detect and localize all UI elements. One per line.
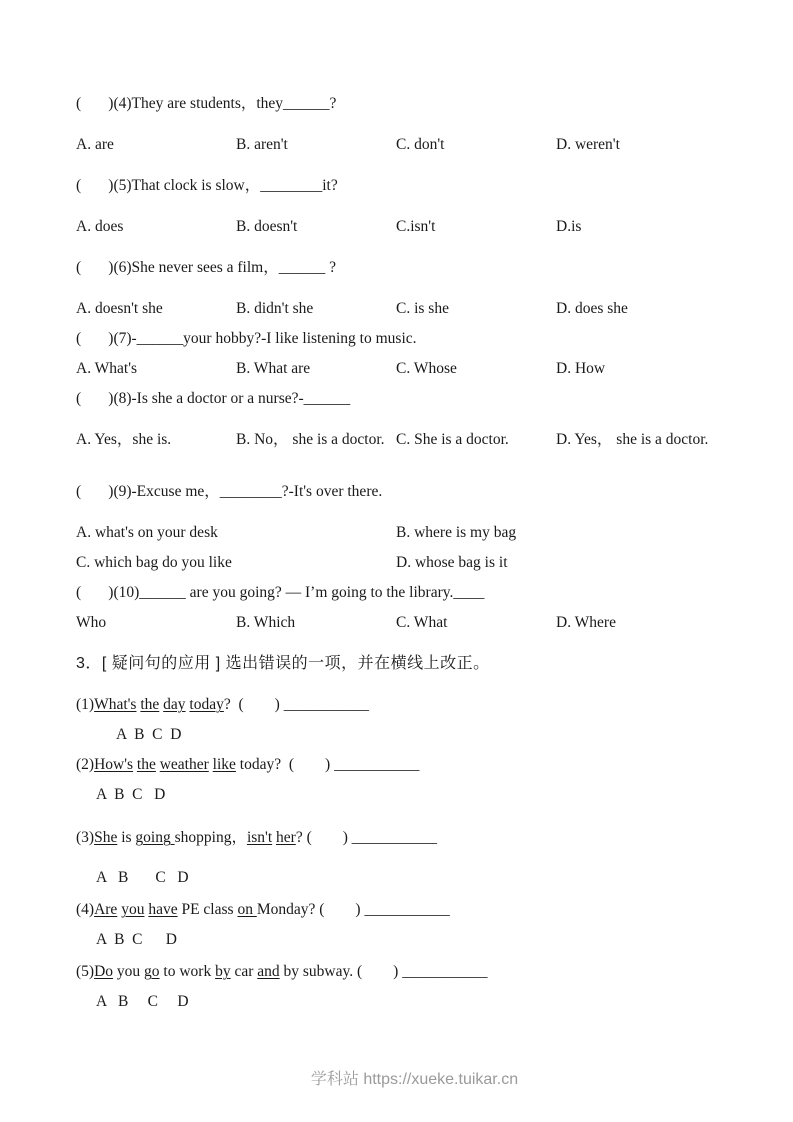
correction-item-5-sentence — [76, 957, 753, 987]
option-d: D. Yes， she is a doctor. — [556, 431, 709, 448]
underlined-word: have — [148, 901, 178, 918]
option-b: B. No， she is a doctor. — [236, 431, 385, 448]
question-options-10 — [76, 608, 753, 638]
section-title: 3．[ 疑问句的应用 ] 选出错误的一项，并在横线上改正。 — [76, 655, 490, 672]
question-stem-8: ( )(8)-Is she a doctor or a nurse?-______ — [76, 390, 351, 407]
text-segment: by subway. ( ) — [279, 963, 403, 980]
underlined-word: isn't — [246, 829, 273, 846]
correction-item-2-choices: A B C D — [96, 786, 166, 803]
option-d: D. How — [556, 360, 606, 377]
text-segment: shopping， — [174, 829, 247, 846]
option-d: D. whose bag is it — [396, 554, 508, 571]
question-options-9-row1 — [76, 518, 753, 548]
text-segment: (1) — [76, 696, 95, 713]
option-b: B. aren't — [236, 136, 288, 153]
underlined-word: day — [163, 696, 186, 713]
question-options-7 — [76, 354, 753, 384]
underlined-word: you — [121, 901, 145, 918]
text-segment: is — [117, 829, 136, 846]
option-b: B. didn't she — [236, 300, 314, 317]
option-c: C. is she — [396, 300, 449, 317]
correction-item-3-sentence — [76, 823, 753, 853]
underlined-word: Do — [94, 963, 114, 980]
underlined-word: going — [135, 829, 175, 846]
text-segment: car — [230, 963, 258, 980]
option-b: B. where is my bag — [396, 524, 517, 541]
text-segment: today? ( ) — [235, 756, 335, 773]
text-segment: ___________ — [334, 756, 420, 773]
correction-item-4-choices: A B C D — [96, 931, 177, 948]
correction-item-1-sentence — [76, 690, 753, 720]
text-segment: ___________ — [402, 963, 488, 980]
option-b: B. What are — [236, 360, 311, 377]
underlined-word: by — [215, 963, 231, 980]
question-stem-6: ( )(6)She never sees a film，______ ? — [76, 259, 336, 276]
question-options-8 — [76, 425, 753, 455]
question-stem-10: ( )(10)______ are you going? — I’m going to the library.____ — [76, 584, 485, 601]
site-watermark-text: 学科站 https://xueke.tuikar.cn — [310, 1071, 519, 1088]
option-b: B. doesn't — [236, 218, 298, 235]
option-a: A. doesn't she — [76, 300, 163, 317]
text-segment: PE class — [177, 901, 238, 918]
multiple-choice-section — [76, 89, 753, 638]
option-c: C. What — [396, 614, 448, 631]
underlined-word: like — [212, 756, 236, 773]
option-d: D. weren't — [556, 136, 620, 153]
option-c: C. Whose — [396, 360, 457, 377]
option-c: C. She is a doctor. — [396, 431, 509, 448]
underlined-word: What's — [94, 696, 137, 713]
question-stem-5: ( )(5)That clock is slow，________it? — [76, 177, 338, 194]
question-stem-9: ( )(9)-Excuse me，________?-It's over there. — [76, 483, 383, 500]
text-segment: (3) — [76, 829, 95, 846]
option-a: A. are — [76, 136, 114, 153]
option-c: C.isn't — [396, 218, 436, 235]
question-stem-7: ( )(7)-______your hobby?-I like listening to music. — [76, 330, 417, 347]
underlined-word: weather — [159, 756, 209, 773]
text-segment: ___________ — [283, 696, 369, 713]
correction-item-4-sentence — [76, 895, 753, 925]
option-a: A. what's on your desk — [76, 524, 218, 541]
underlined-word: and — [257, 963, 280, 980]
site-watermark — [76, 1065, 753, 1095]
underlined-word: go — [144, 963, 160, 980]
underlined-word: her — [276, 829, 296, 846]
option-c: C. which bag do you like — [76, 554, 232, 571]
underlined-word: Are — [94, 901, 118, 918]
error-correction-section — [76, 649, 753, 1017]
text-segment: ___________ — [364, 901, 450, 918]
text-segment: (2) — [76, 756, 95, 773]
correction-item-2-sentence — [76, 750, 753, 780]
option-d: D. does she — [556, 300, 628, 317]
option-d: D.is — [556, 218, 582, 235]
question-options-6 — [76, 294, 753, 324]
correction-item-3-choices: A B C D — [96, 869, 189, 886]
underlined-word: How's — [94, 756, 134, 773]
text-segment: ? ( ) — [223, 696, 284, 713]
text-segment: Monday? ( ) — [256, 901, 365, 918]
option-a: A. does — [76, 218, 124, 235]
correction-item-1-choices: A B C D — [116, 726, 182, 743]
underlined-word: today — [189, 696, 224, 713]
text-segment: ___________ — [351, 829, 438, 846]
text-segment: to work — [159, 963, 216, 980]
option-d: D. Where — [556, 614, 616, 631]
question-options-4 — [76, 130, 753, 160]
underlined-word: on — [237, 901, 257, 918]
option-c: C. don't — [396, 136, 445, 153]
text-segment: (4) — [76, 901, 95, 918]
text-segment: ? ( ) — [295, 829, 352, 846]
underlined-word: the — [136, 756, 156, 773]
underlined-word: the — [140, 696, 160, 713]
text-segment: you — [113, 963, 145, 980]
option-a: A. What's — [76, 360, 138, 377]
text-segment: (5) — [76, 963, 95, 980]
underlined-word: She — [94, 829, 118, 846]
option-a: A. Yes，she is. — [76, 431, 172, 448]
question-stem-4: ( )(4)They are students，they______? — [76, 95, 337, 112]
question-options-9-row2 — [76, 548, 753, 578]
option-b: B. Which — [236, 614, 296, 631]
question-options-5 — [76, 212, 753, 242]
option-a: Who — [76, 614, 107, 631]
correction-item-5-choices: A B C D — [96, 993, 189, 1010]
